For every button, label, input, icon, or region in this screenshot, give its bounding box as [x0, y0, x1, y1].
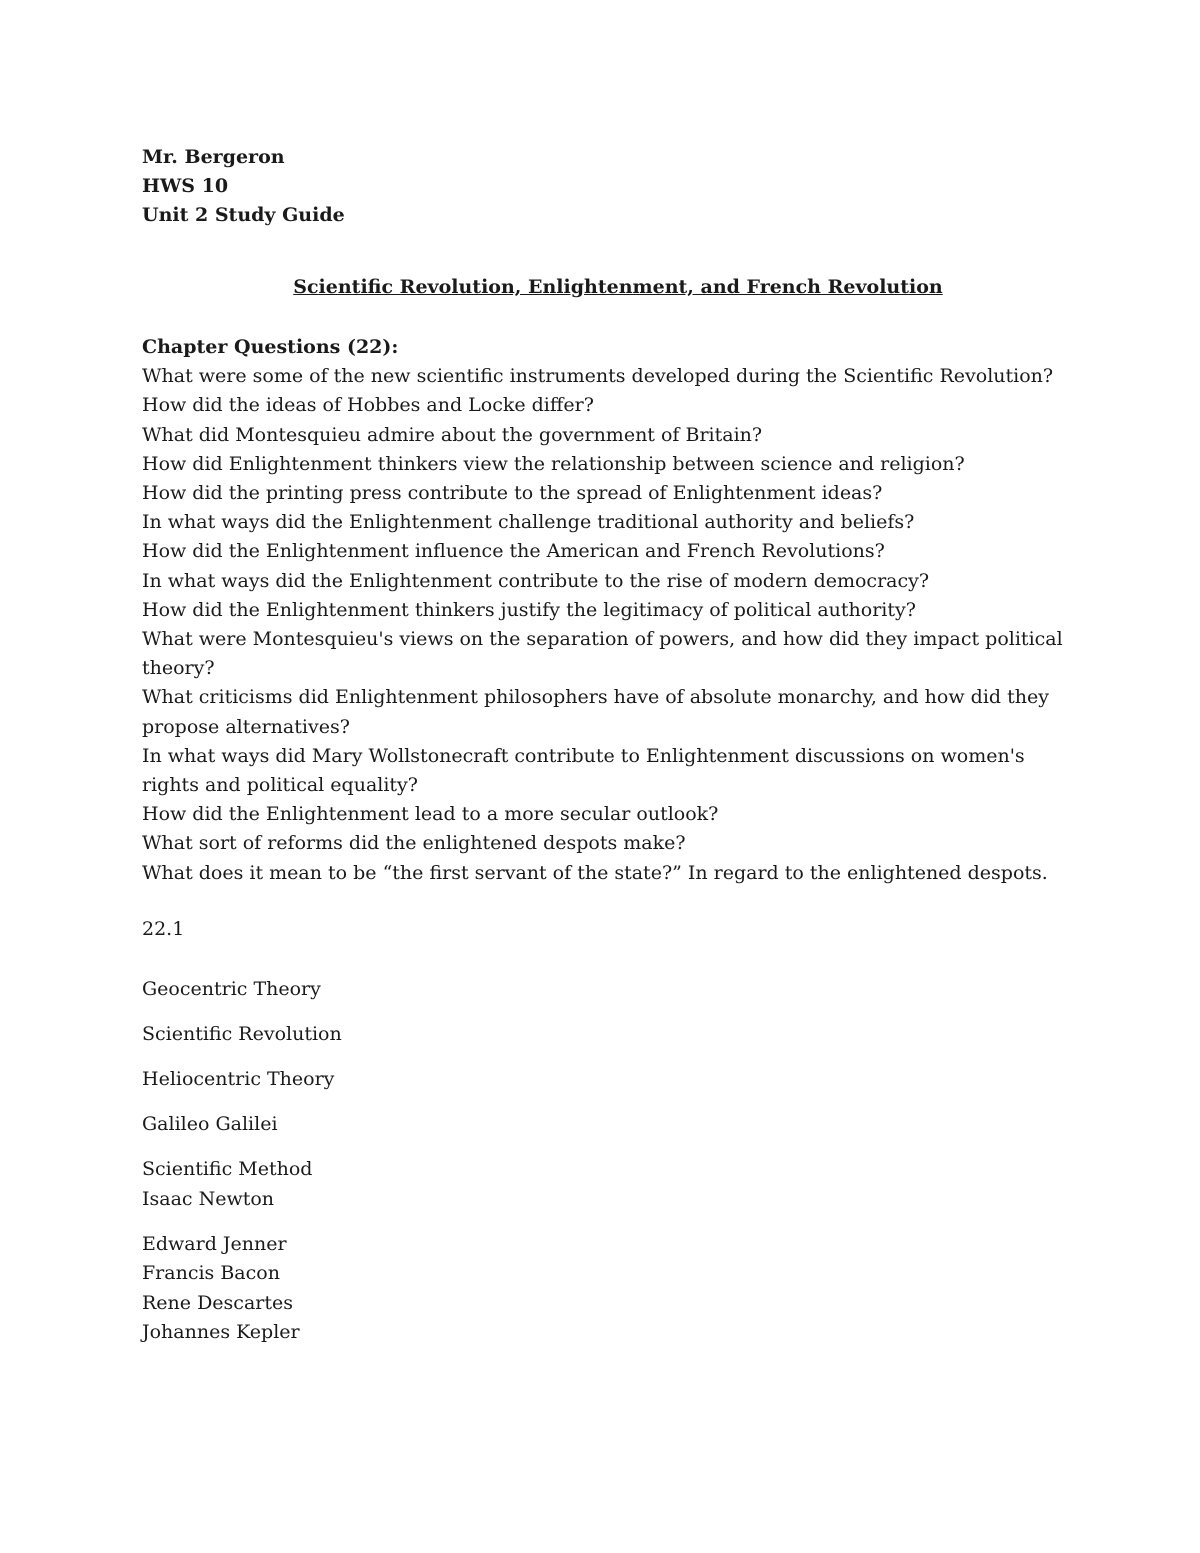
- question-item: How did the Enlightenment thinkers justify the legitimacy of political authority?: [142, 598, 916, 621]
- question-item: In what ways did the Enlightenment contribute to the rise of modern democracy?: [142, 569, 930, 592]
- question-item: In what ways did the Enlightenment challenge traditional authority and beliefs?: [142, 511, 915, 534]
- question-item: What does it mean to be “the first servant of the state?” In regard to the enlightened despots.: [142, 861, 1048, 884]
- vocabulary-terms: [142, 975, 342, 1348]
- question-item: What were some of the new scientific instruments developed during the Scientific Revolution?: [142, 365, 1054, 388]
- question-item: What criticisms did Enlightenment philosophers have of absolute monarchy, and how did they propose alternatives?: [142, 686, 1049, 738]
- question-item: How did Enlightenment thinkers view the relationship between science and religion?: [142, 452, 965, 475]
- unit-title: Unit 2 Study Guide: [142, 204, 345, 226]
- vocabulary-term: Isaac Newton: [142, 1187, 275, 1210]
- vocabulary-term: Edward Jenner: [142, 1232, 287, 1255]
- chapter-questions: [142, 333, 1072, 888]
- question-item: How did the ideas of Hobbes and Locke differ?: [142, 394, 594, 417]
- vocabulary-term: Heliocentric Theory: [142, 1068, 335, 1090]
- question-item: What sort of reforms did the enlightened despots make?: [142, 832, 686, 855]
- vocabulary-term: Rene Descartes: [142, 1291, 293, 1314]
- question-item: What were Montesquieu's views on the separation of powers, and how did they impact political theory?: [142, 628, 1063, 680]
- course-name: HWS 10: [142, 175, 229, 197]
- vocabulary-term: Francis Bacon: [142, 1262, 280, 1284]
- vocabulary-term: Scientific Revolution: [142, 1023, 342, 1045]
- page-title: Scientific Revolution, Enlightenment, and French Revolution: [293, 276, 943, 298]
- question-item: What did Montesquieu admire about the government of Britain?: [142, 423, 763, 446]
- teacher-name: Mr. Bergeron: [142, 146, 285, 168]
- question-item: How did the printing press contribute to the spread of Enlightenment ideas?: [142, 482, 883, 505]
- section-number: 22.1: [142, 918, 185, 940]
- question-item: In what ways did Mary Wollstonecraft contribute to Enlightenment discussions on women's rights and political equality?: [142, 744, 1025, 797]
- vocabulary-term: Scientific Method: [142, 1158, 313, 1180]
- question-item: How did the Enlightenment lead to a more secular outlook?: [142, 803, 719, 826]
- document-header: [142, 143, 345, 230]
- vocabulary-term: Geocentric Theory: [142, 978, 321, 1000]
- question-item: How did the Enlightenment influence the American and French Revolutions?: [142, 540, 885, 563]
- chapter-questions-heading: Chapter Questions (22):: [142, 336, 399, 358]
- vocabulary-term: Galileo Galilei: [142, 1113, 278, 1135]
- vocabulary-term: Johannes Kepler: [142, 1321, 300, 1343]
